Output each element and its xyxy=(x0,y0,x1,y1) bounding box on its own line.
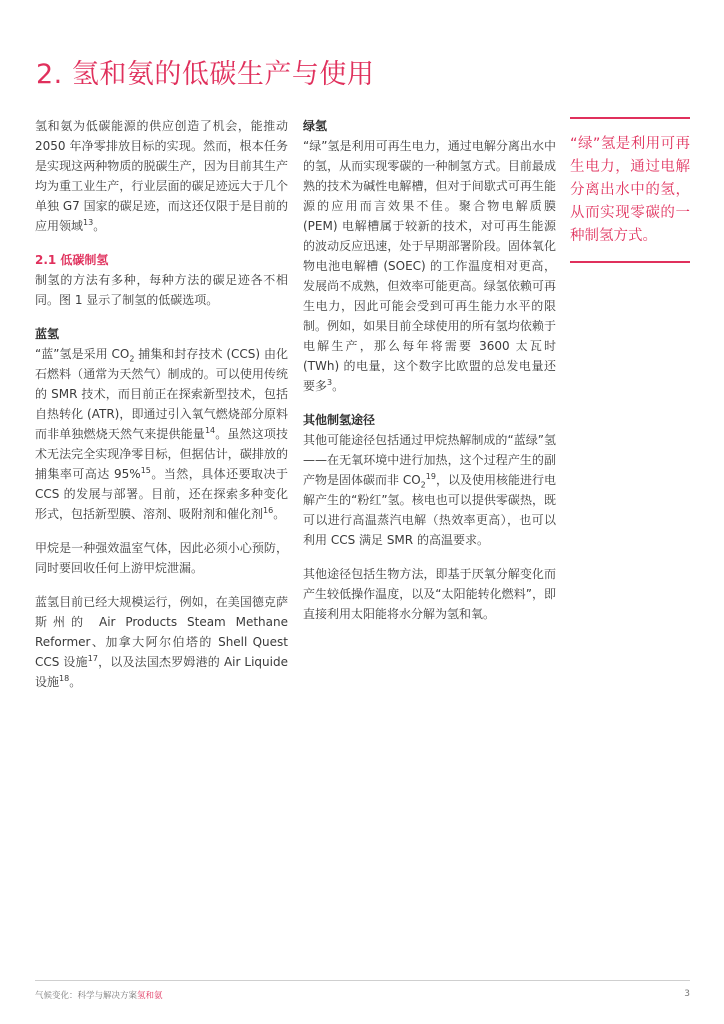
blue-hydrogen-paragraph-1: “蓝”氢是采用 $CO_2$ 捕集和封存技术 (CCS) 由化石燃料（通常为天然气）制成的。可以使用传统的 SMR 技术，而目前正在探索新型技术，包括自热转化 (ATR)，即通过引入氧气燃烧部分原料而非单独燃烧天然气来提供能量$^{14}$。虽然这项技术无法完全实现净零目标，但据估计，碳排放的捕集率可高达 95%$^{15}$。当然，具体还要取决于 CCS 的发展与部署。目前，还在探索多种变化形式，包括新型膜、溶剂、吸附剂和催化剂$^{16}$。 xyxy=(35,347,288,521)
other-routes-paragraph-1: 其他可能途径包括通过甲烷热解制成的“蓝绿”氢——在无氧环境中进行加热，这个过程产生的副产物是固体碳而非 $CO_2^{19}$，以及使用核能进行电解产生的“粉红”氢。核电也可以提供零碳热，既可以进行高温蒸汽电解（热效率更高），也可以利用 CCS 满足 SMR 的高温要求。 xyxy=(303,433,556,547)
pull-quote-text: “绿”氢是利用可再生电力，通过电解分离出水中的氢，从而实现零碳的一种制氢方式。 xyxy=(570,136,690,244)
footer-topic: 氢和氨 xyxy=(137,991,163,1001)
green-hydrogen-heading: 绿氢 xyxy=(303,119,328,133)
section-intro-paragraph: 制氢的方法有多种，每种方法的碳足迹各不相同。图 1 显示了制氢的低碳选项。 xyxy=(35,273,288,307)
page-title: 2. 氢和氨的低碳生产与使用 xyxy=(36,59,375,90)
page-number: 3 xyxy=(684,989,690,999)
blue-hydrogen-heading: 蓝氢 xyxy=(35,327,60,341)
footer-title: 气候变化：科学与解决方案氢和氨 xyxy=(35,991,163,1001)
blue-hydrogen-paragraph-3: 蓝氢目前已经大规模运行，例如，在美国德克萨斯州的 Air Products Steam Methane Reformer、加拿大阿尔伯塔的 Shell Quest CCS 设施$^{17}$，以及法国杰罗姆港的 Air Liquide 设施$^{18}$。 xyxy=(35,595,288,689)
middle-column xyxy=(303,116,556,638)
left-column xyxy=(35,116,288,706)
other-routes-paragraph-2: 其他途径包括生物方法，即基于厌氧分解变化而产生较低操作温度，以及“太阳能转化燃料”，即直接利用太阳能将水分解为氢和氧。 xyxy=(303,567,556,621)
footer-divider xyxy=(35,980,690,981)
section-heading-low-carbon-hydrogen: 2.1 低碳制氢 xyxy=(35,253,109,267)
pull-quote xyxy=(570,117,690,263)
green-hydrogen-paragraph: “绿”氢是利用可再生电力，通过电解分离出水中的氢，从而实现零碳的一种制氢方式。目前最成熟的技术为碱性电解槽，但对于间歇式可再生能源的应用而言效果不佳。聚合物电解质膜 (PEM) 电解槽属于较新的技术，对可再生能源的波动反应迅速，处于早期部署阶段。固体氧化物电池电解槽 (SOEC) 的工作温度相对更高，发展尚不成熟，但效率可能更高。绿氢依赖可再生电力，因此可能会受到可再生能力水平的限制。例如，如果目前全球使用的所有氢均依赖于电解生产，那么每年将需要 3600 太瓦时 (TWh) 的电量，这个数字比欧盟的总发电量还要多$^3$。 xyxy=(303,139,556,393)
other-routes-heading: 其他制氢途径 xyxy=(303,413,376,427)
blue-hydrogen-paragraph-2: 甲烷是一种强效温室气体，因此必须小心预防，同时要回收任何上游甲烷泄漏。 xyxy=(35,541,288,575)
intro-paragraph: 氢和氨为低碳能源的供应创造了机会，能推动 2050 年净零排放目标的实现。然而，根本任务是实现这两种物质的脱碳生产，因为目前其生产均为重工业生产，行业层面的碳足迹远大于几个单独 G7 国家的碳足迹，而这还仅限于是目前的应用领域$^{13}$。 xyxy=(35,119,288,233)
